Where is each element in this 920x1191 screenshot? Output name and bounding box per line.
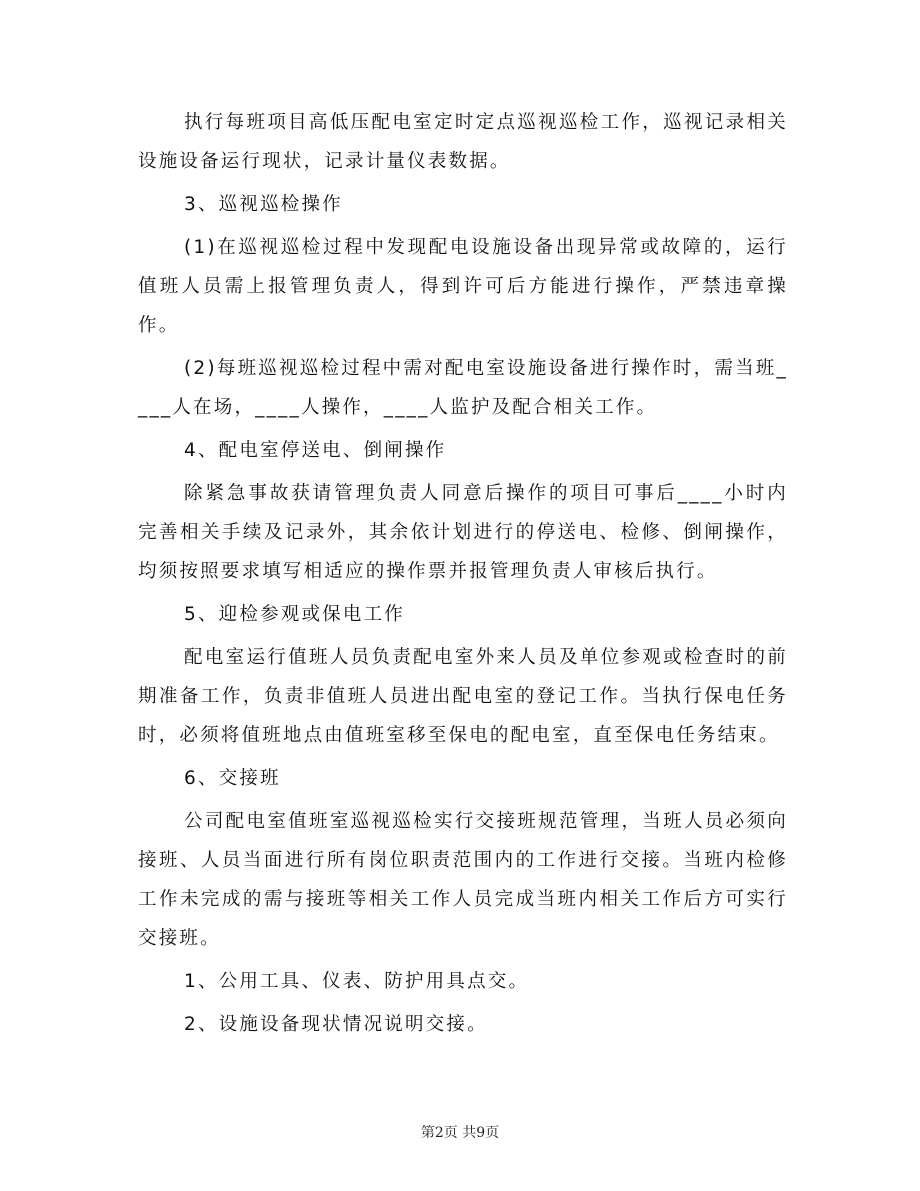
page-number-footer: 第2页 共9页 [420, 1125, 500, 1141]
paragraph-abnormal-report: (1)在巡视巡检过程中发现配电设施设备出现异常或故障的，运行值班人员需上报管理负责人，得到许可后方能进行操作，严禁违章操作。 [138, 237, 788, 336]
paragraph-inspection-duty: 执行每班项目高低压配电室定时定点巡视巡检工作，巡视记录相关设施设备运行现状，记录计量仪表数据。 [138, 112, 788, 172]
paragraph-shift-handover: 公司配电室值班室巡视巡检实行交接班规范管理，当班人员必须向接班、人员当面进行所有岗位职责范围内的工作进行交接。当班内检修工作未完成的需与接班等相关工作人员完成当班内相关工作后方可实行交接班。 [138, 811, 788, 949]
heading-inspection-operation: 3、巡视巡检操作 [184, 194, 343, 215]
list-item-tools-handover: 1、公用工具、仪表、防护用具点交。 [184, 971, 530, 992]
heading-shift-handover: 6、交接班 [184, 768, 281, 789]
heading-power-switching: 4、配电室停送电、倒闸操作 [184, 440, 447, 461]
list-item-equipment-status-handover: 2、设施设备现状情况说明交接。 [184, 1014, 488, 1035]
paragraph-switching-procedure: 除紧急事故获请管理负责人同意后操作的项目可事后____小时内完善相关手续及记录外，其余依计划进行的停送电、检修、倒闸操作，均须按照要求填写相适应的操作票并报管理负责人审核后执行。 [138, 483, 788, 582]
heading-visit-power-guarantee: 5、迎检参观或保电工作 [184, 604, 405, 625]
paragraph-operation-staffing: (2)每班巡视巡检过程中需对配电室设施设备进行操作时，需当班____人在场，____人操作，____人监护及配合相关工作。 [138, 358, 788, 418]
document-body [138, 103, 788, 1048]
paragraph-visit-power-guarantee: 配电室运行值班人员负责配电室外来人员及单位参观或检查时的前期准备工作，负责非值班人员进出配电室的登记工作。当执行保电任务时，必须将值班地点由值班室移至保电的配电室，直至保电任务结束。 [138, 647, 788, 746]
